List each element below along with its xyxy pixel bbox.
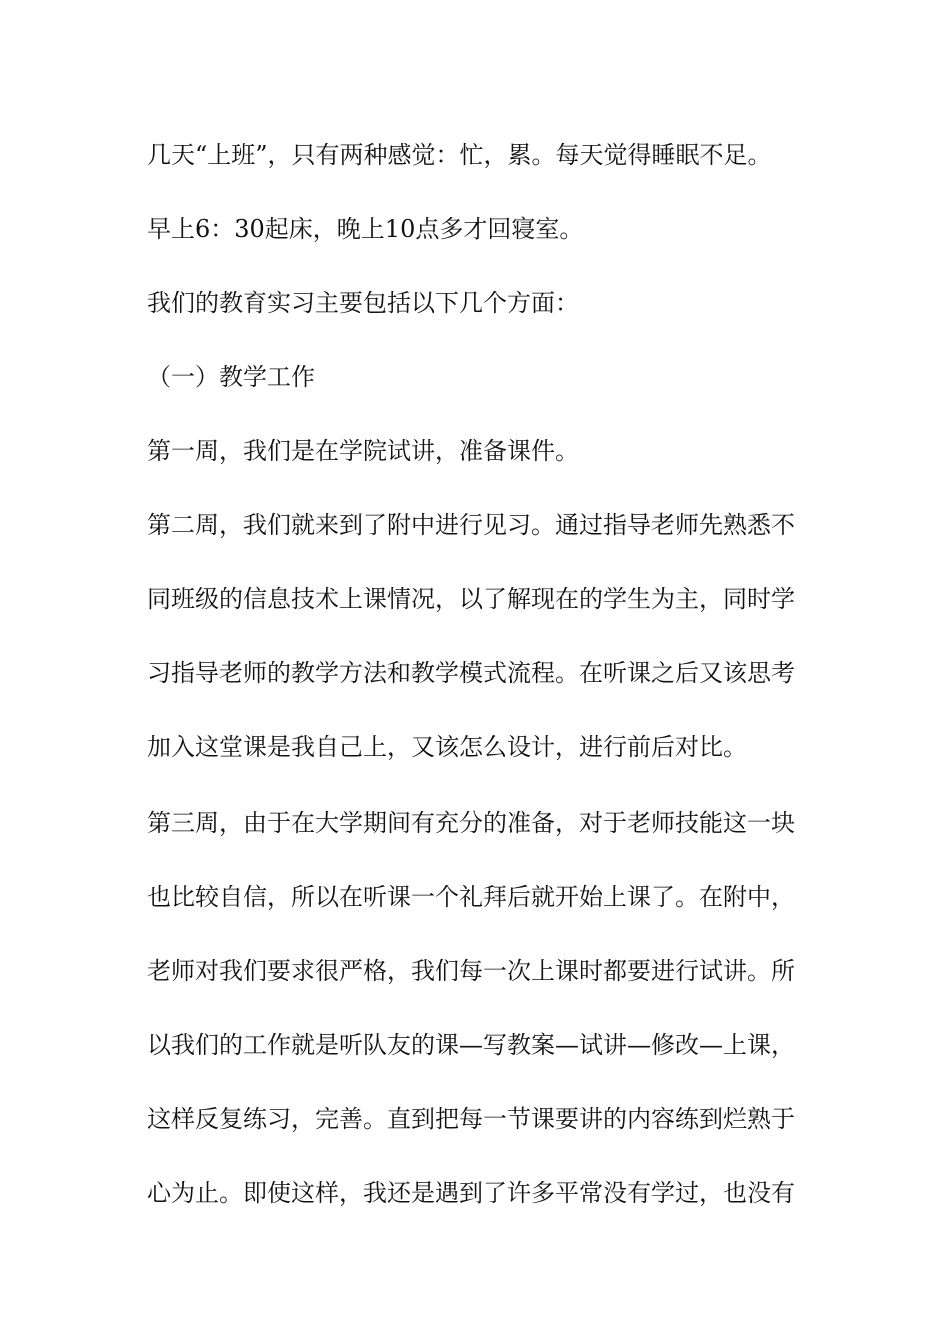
- paragraph-line-11: 也比较自信，所以在听课一个礼拜后就开始上课了。在附中，: [147, 883, 795, 911]
- paragraph-line-3: 我们的教育实习主要包括以下几个方面：: [147, 289, 579, 317]
- paragraph-line-15: 心为止。即使这样，我还是遇到了许多平常没有学过，也没有: [147, 1179, 795, 1207]
- paragraph-line-2: 早上6：30起床，晚上10点多才回寝室。: [147, 215, 584, 243]
- paragraph-line-8: 习指导老师的教学方法和教学模式流程。在听课之后又该思考: [147, 659, 795, 687]
- paragraph-line-10: 第三周，由于在大学期间有充分的准备，对于老师技能这一块: [147, 809, 795, 837]
- paragraph-line-5: 第一周，我们是在学院试讲，准备课件。: [147, 437, 579, 465]
- paragraph-line-6: 第二周，我们就来到了附中进行见习。通过指导老师先熟悉不: [147, 511, 795, 539]
- paragraph-line-14: 这样反复练习，完善。直到把每一节课要讲的内容练到烂熟于: [147, 1105, 795, 1133]
- paragraph-line-13: 以我们的工作就是听队友的课—写教案—试讲—修改—上课，: [147, 1031, 795, 1059]
- paragraph-line-12: 老师对我们要求很严格，我们每一次上课时都要进行试讲。所: [147, 957, 795, 985]
- paragraph-line-7: 同班级的信息技术上课情况，以了解现在的学生为主，同时学: [147, 585, 795, 613]
- paragraph-line-1: 几天“上班”，只有两种感觉：忙，累。每天觉得睡眠不足。: [147, 141, 772, 169]
- section-heading: （一）教学工作: [147, 363, 315, 391]
- paragraph-line-9: 加入这堂课是我自己上，又该怎么设计，进行前后对比。: [147, 733, 747, 761]
